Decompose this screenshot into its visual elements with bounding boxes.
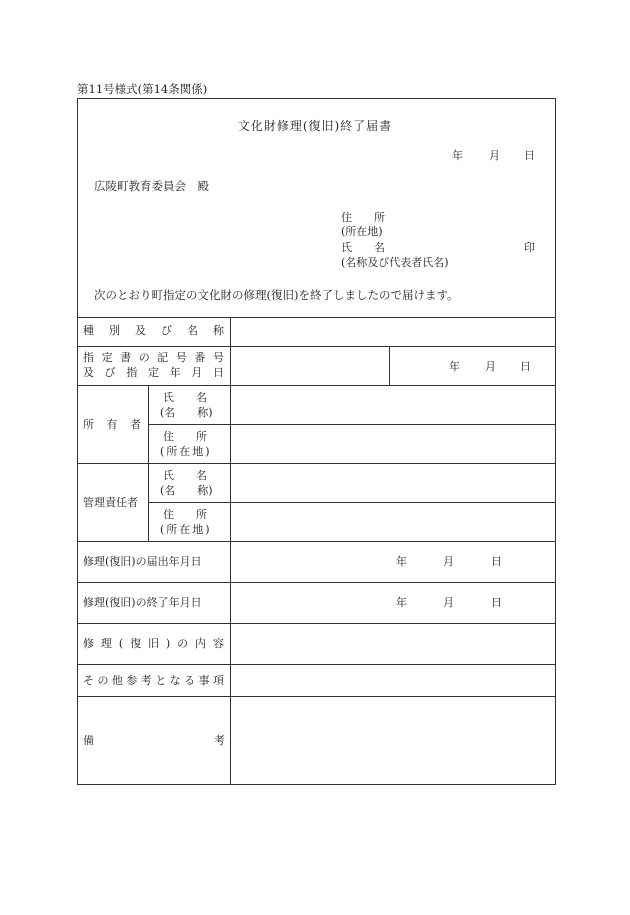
owner-address-sub: (所在地): [160, 445, 212, 458]
row-designation-label-2: 及 び 指 定 年 月 日: [83, 366, 224, 379]
manager-name-sub: (名 称): [160, 484, 213, 497]
end-date-month: 月: [443, 596, 454, 609]
manager-name-label: 氏 名: [163, 469, 207, 482]
header-date-month: 月: [489, 149, 500, 162]
remarks-label-left: 備: [83, 734, 94, 747]
notice-text: 次のとおり町指定の文化財の修理(復旧)を終了しましたので届けます。: [94, 288, 459, 302]
applicant-address-sub: (所在地): [341, 225, 383, 238]
other-matters-label: そ の 他 参 考 と な る 事 項: [83, 674, 224, 687]
header-date-year: 年: [452, 149, 463, 162]
form-title: 文化財修理(復旧)終了届書: [237, 119, 393, 133]
remarks-label-right: 考: [214, 734, 225, 747]
submit-date-year: 年: [396, 555, 407, 568]
submit-date-month: 月: [443, 555, 454, 568]
designation-date-month: 月: [485, 360, 496, 373]
owner-name-sub: (名 称): [160, 406, 213, 419]
applicant-address-label: 住 所: [341, 211, 385, 224]
submit-date-label: 修理(復旧)の届出年月日: [83, 555, 202, 568]
owner-name-label: 氏 名: [163, 391, 207, 404]
manager-address-sub: (所在地): [160, 523, 212, 536]
manager-address-label: 住 所: [163, 508, 207, 521]
owner-label: 所 有 者: [83, 418, 141, 431]
repair-content-label: 修 理 ( 復 旧 ) の 内 容: [83, 637, 224, 650]
designation-date-year: 年: [449, 360, 460, 373]
applicant-name-sub: (名称及び代表者氏名): [341, 256, 449, 269]
row-designation-label-1: 指 定 書 の 記 号 番 号: [83, 351, 224, 364]
designation-date-day: 日: [520, 360, 531, 373]
seal-mark: 印: [524, 241, 535, 254]
form-number-label: 第11号様式(第14条関係): [77, 82, 208, 96]
header-date-day: 日: [524, 149, 535, 162]
end-date-day: 日: [491, 596, 502, 609]
row-type-name-label: 種 別 及 び 名 称: [83, 324, 224, 337]
owner-address-label: 住 所: [163, 430, 207, 443]
applicant-name-label: 氏 名: [341, 241, 385, 254]
manager-label: 管理責任者: [83, 496, 138, 509]
end-date-year: 年: [396, 596, 407, 609]
end-date-label: 修理(復旧)の終了年月日: [83, 596, 202, 609]
addressee: 広陵町教育委員会 殿: [94, 179, 209, 193]
submit-date-day: 日: [491, 555, 502, 568]
